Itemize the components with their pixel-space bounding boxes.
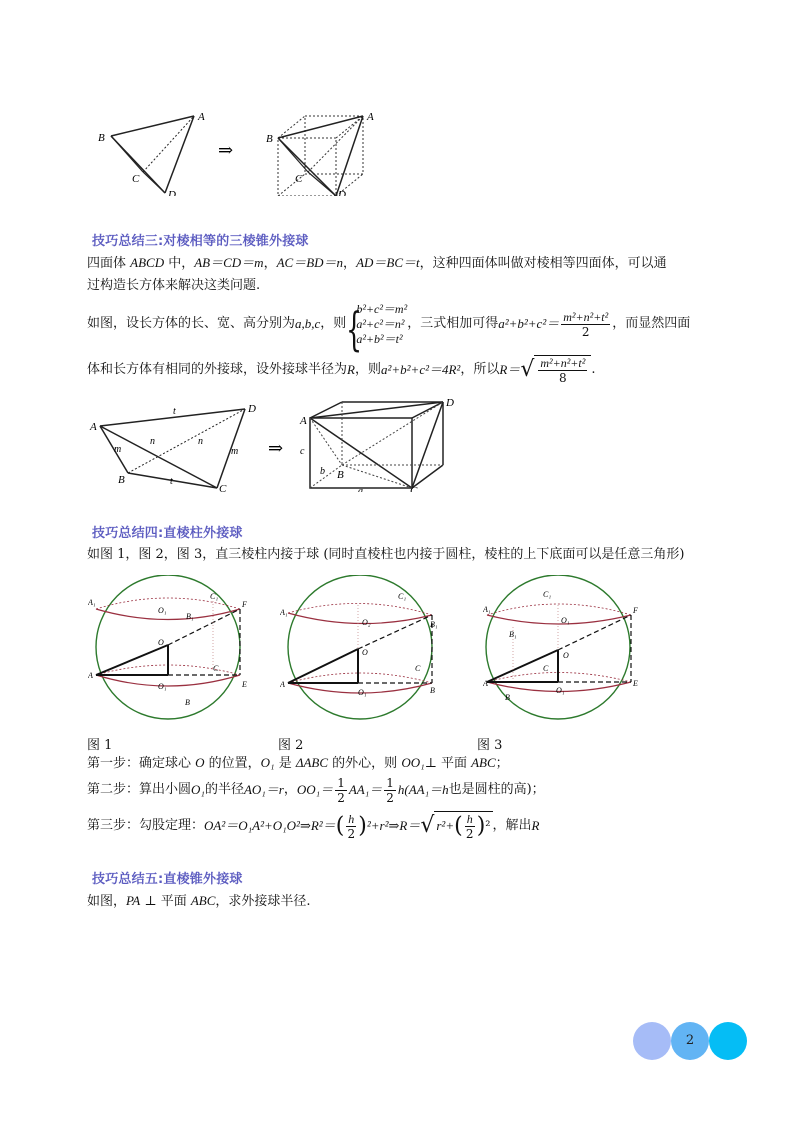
- section4-intro: 如图 1，图 2，图 3，直三棱柱内接于球 (同时直棱柱也内接于圆柱，棱柱的上下底面可以是任意三角形): [87, 547, 685, 562]
- figure-1-caption: 图 1: [87, 738, 113, 753]
- svg-text:t: t: [170, 476, 173, 487]
- sphere-prism-diagram-2: [280, 575, 440, 725]
- section5-text: 如图，PA ⊥ 平面 ABC，求外接球半径.: [87, 893, 311, 909]
- svg-text:F: F: [633, 606, 638, 615]
- svg-text:C: C: [219, 483, 227, 492]
- svg-text:O₁: O₁: [158, 682, 167, 691]
- svg-text:b: b: [320, 466, 325, 477]
- figure-3-caption: 图 3: [477, 738, 503, 753]
- svg-text:A: A: [483, 679, 488, 688]
- svg-text:A: A: [88, 671, 93, 680]
- svg-text:F: F: [242, 600, 247, 609]
- svg-text:A: A: [198, 111, 205, 123]
- svg-text:A: A: [367, 111, 374, 123]
- svg-text:D: D: [168, 189, 176, 196]
- svg-text:O: O: [158, 638, 164, 647]
- svg-text:n: n: [150, 436, 155, 447]
- svg-text:C: C: [295, 173, 303, 185]
- section3-paragraph-line4: 体和长方体有相同的外接球，设外接球半径为 R ，则 a²+b²+c²＝4R² ，所以 R＝ √ $\frac{\text{m²+n²+t²}}{8}$ .: [87, 356, 596, 385]
- fraction-half: $\frac{1}{2}$: [337, 775, 345, 805]
- svg-text:A: A: [90, 421, 97, 433]
- svg-text:O: O: [563, 651, 569, 660]
- svg-text:O₁: O₁: [158, 606, 167, 615]
- svg-text:B₁: B₁: [430, 620, 438, 629]
- page-number-badge: [633, 1022, 749, 1062]
- tetrahedron-cube-diagram: [88, 96, 388, 196]
- figure-3-sphere-prism: [483, 575, 643, 725]
- step-1-text: 第一步：确定球心 O 的位置，O₁ 是 ΔABC 的外心，则 OO₁⊥ 平面 ABC；: [87, 755, 509, 771]
- svg-text:C₁: C₁: [398, 592, 407, 601]
- section3-paragraph-line2: 过构造长方体来解决这类问题.: [87, 278, 261, 293]
- page-number: 2: [685, 1033, 695, 1048]
- step-3-text: 第三步：勾股定理： OA²＝O₁A²+O₁O²⇒R²＝ ( $\frac{h}{2}$ ) ²+r²⇒R＝ √ r²+( $\frac{h}{2}$ )² ，解出 R: [87, 811, 540, 841]
- figure-2-caption: 图 2: [278, 738, 304, 753]
- svg-text:t: t: [173, 406, 176, 417]
- brace-icon: {: [346, 301, 363, 356]
- section3-paragraph-line1: 四面体 ABCD 中，AB＝CD＝m，AC＝BD＝n，AD＝BC＝t，这种四面体叫做对棱相等四面体，可以通: [87, 255, 667, 271]
- svg-text:D: D: [248, 403, 256, 415]
- step-2-text: 第二步：算出小圆 O₁ 的半径 AO₁＝r ， OO₁＝ $\frac{1}{2}$ AA₁＝ $\frac{1}{2}$ h(AA₁＝h 也是圆柱的高)；: [87, 775, 545, 805]
- svg-text:C: C: [132, 173, 140, 185]
- svg-text:C₁: C₁: [543, 590, 552, 599]
- svg-text:D: D: [446, 397, 454, 409]
- svg-text:B₁: B₁: [186, 612, 194, 621]
- svg-text:B: B: [430, 686, 435, 695]
- equation-system: { b²+c²＝m² a²+c²＝n² a²+b²＝t²: [346, 301, 408, 356]
- figure-tetrahedron-to-cuboid: [88, 392, 468, 492]
- svg-text:C: C: [543, 664, 549, 673]
- paren-fraction: ( $\frac{h}{2}$ ): [335, 811, 367, 841]
- svg-text:O₁: O₁: [556, 686, 565, 695]
- svg-text:A: A: [280, 680, 285, 689]
- svg-text:O₂: O₂: [362, 618, 371, 627]
- fraction: $\frac{\text{m²+n²+t²}}{2}$: [563, 309, 609, 339]
- section-heading-3: 技巧总结三:对棱相等的三棱锥外接球: [92, 234, 309, 249]
- svg-text:⇒: ⇒: [218, 140, 234, 160]
- sphere-prism-diagram-3: [483, 575, 643, 725]
- svg-text:O₁: O₁: [358, 688, 367, 697]
- svg-text:E: E: [242, 680, 247, 689]
- square-root: √ r²+( $\frac{h}{2}$ )²: [420, 812, 491, 841]
- svg-text:C: C: [410, 485, 418, 492]
- svg-text:m: m: [114, 444, 122, 455]
- figure-tetrahedron-to-cube: [88, 96, 388, 196]
- svg-text:n: n: [198, 436, 203, 447]
- svg-text:B: B: [185, 698, 190, 707]
- svg-text:B: B: [266, 133, 273, 145]
- svg-text:E: E: [633, 679, 638, 688]
- svg-text:A: A: [300, 415, 307, 427]
- svg-text:D: D: [338, 189, 346, 196]
- svg-text:O: O: [362, 648, 368, 657]
- svg-text:B: B: [505, 693, 510, 702]
- svg-text:C: C: [415, 664, 421, 673]
- section3-paragraph-line3: 如图，设长方体的长、宽、高分别为 a,b,c ，则 { b²+c²＝m² a²+c²＝n² a²+b²＝t² ，三式相加可得 a²+b²+c²＝ $\frac{\text{m²+n²+t²}}{2}$ ，而显然四面: [87, 301, 691, 356]
- radical-icon: √: [520, 357, 535, 382]
- svg-text:⇒: ⇒: [268, 438, 284, 458]
- tetrahedron-cuboid-diagram: [88, 392, 468, 492]
- svg-text:m: m: [231, 446, 239, 457]
- badge-circle-left: [633, 1022, 671, 1060]
- svg-text:B: B: [98, 132, 105, 144]
- svg-text:A₁: A₁: [88, 598, 96, 607]
- svg-text:c: c: [300, 446, 305, 457]
- svg-text:A₁: A₁: [483, 605, 491, 614]
- svg-text:B: B: [337, 469, 344, 481]
- svg-text:B: B: [118, 474, 125, 486]
- figure-2-sphere-prism: [280, 575, 440, 725]
- svg-text:C: C: [213, 664, 219, 673]
- section-heading-4: 技巧总结四:直棱柱外接球: [92, 526, 243, 541]
- svg-text:C₁: C₁: [210, 592, 219, 601]
- svg-text:A₁: A₁: [280, 608, 288, 617]
- figure-1-sphere-prism: [88, 575, 248, 725]
- section-heading-5: 技巧总结五:直棱锥外接球: [92, 872, 243, 887]
- svg-text:B₁: B₁: [509, 630, 517, 639]
- square-root: √ $\frac{\text{m²+n²+t²}}{8}$: [520, 355, 591, 385]
- svg-text:O₁: O₁: [561, 616, 570, 625]
- svg-text:a: a: [358, 486, 363, 492]
- fraction-half: $\frac{1}{2}$: [386, 775, 394, 805]
- radical-icon: √: [420, 813, 435, 838]
- sphere-prism-diagram-1: [88, 575, 248, 725]
- badge-circle-right: [709, 1022, 747, 1060]
